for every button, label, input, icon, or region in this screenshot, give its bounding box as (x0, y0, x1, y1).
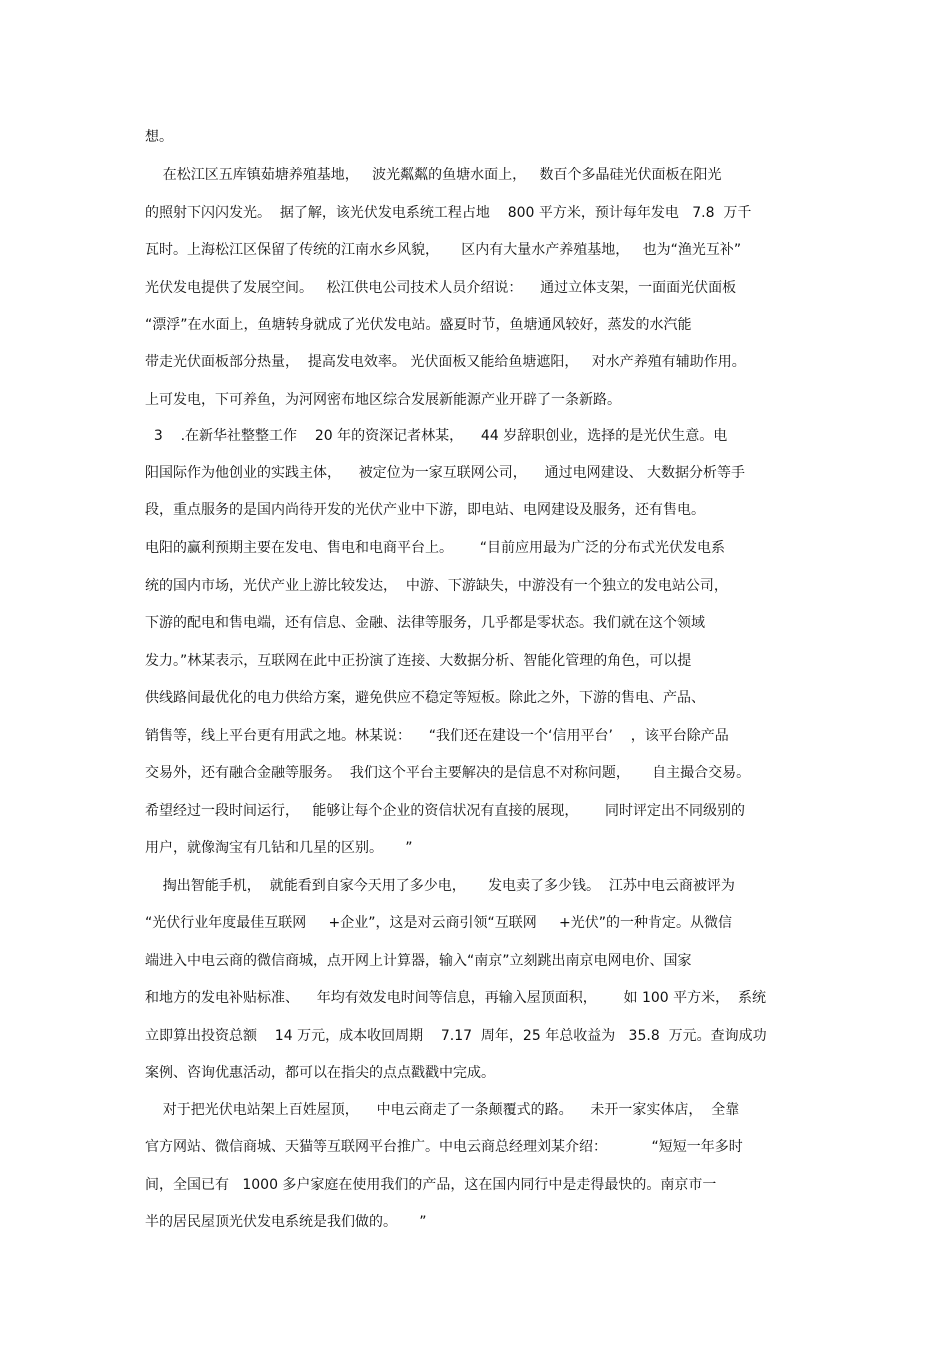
text-line: 和地方的发电补贴标准、 年均有效发电时间等信息，再输入屋顶面积， 如 100 平方米， 系统 (145, 990, 767, 1006)
text-line: 发力。”林某表示，互联网在此中正扮演了连接、大数据分析、智能化管理的角色，可以提 (145, 653, 692, 669)
text-line: 立即算出投资总额 14 万元，成本收回周期 7.17 周年，25 年总收益为 35.8 万元。查询成功 (145, 1028, 767, 1044)
text-line: 案例、咨询优惠活动，都可以在指尖的点点戳戳中完成。 (145, 1065, 495, 1081)
text-line: 官方网站、微信商城、天猫等互联网平台推广。中电云商总经理刘某介绍： “短短一年多时 (145, 1139, 743, 1155)
text-line: 下游的配电和售电端，还有信息、金融、法律等服务，几乎都是零状态。我们就在这个领域 (145, 615, 705, 631)
text-line: 段，重点服务的是国内尚待开发的光伏产业中下游，即电站、电网建设及服务，还有售电。 (145, 502, 705, 518)
text-line: 带走光伏面板部分热量， 提高发电效率。 光伏面板又能给鱼塘遮阳， 对水产养殖有辅助作用。 (145, 354, 746, 370)
text-line: 在松江区五库镇茹塘养殖基地， 波光粼粼的鱼塘水面上， 数百个多晶硅光伏面板在阳光 (145, 167, 722, 183)
text-line: 销售等，线上平台更有用武之地。林某说： “我们还在建设一个‘信用平台’ ，该平台除产品 (145, 728, 729, 744)
text-line: 的照射下闪闪发光。 据了解，该光伏发电系统工程占地 800 平方米，预计每年发电 7.8 万千 (145, 205, 752, 221)
text-line: 光伏发电提供了发展空间。 松江供电公司技术人员介绍说： 通过立体支架，一面面光伏面板 (145, 280, 737, 296)
text-line: 用户，就像淘宝有几钻和几星的区别。 ” (145, 840, 413, 856)
text-line: 瓦时。上海松江区保留了传统的江南水乡风貌， 区内有大量水产养殖基地， 也为“渔光互补” (145, 242, 742, 258)
text-line: 端进入中电云商的微信商城，点开网上计算器，输入“南京”立刻跳出南京电网电价、国家 (145, 953, 692, 969)
text-line: 希望经过一段时间运行， 能够让每个企业的资信状况有直接的展现， 同时评定出不同级别的 (145, 803, 746, 819)
text-line: 交易外，还有融合金融等服务。 我们这个平台主要解决的是信息不对称问题， 自主撮合交易。 (145, 765, 751, 781)
text-line: 对于把光伏电站架上百姓屋顶， 中电云商走了一条颠覆式的路。 未开一家实体店， 全靠 (145, 1102, 740, 1118)
text-line: 3 .在新华社整整工作 20 年的资深记者林某， 44 岁辞职创业，选择的是光伏生意。电 (145, 428, 728, 444)
text-line: 阳国际作为他创业的实践主体， 被定位为一家互联网公司， 通过电网建设、 大数据分析等手 (145, 465, 746, 481)
text-line: 上可发电，下可养鱼，为河网密布地区综合发展新能源产业开辟了一条新路。 (145, 392, 621, 408)
text-line: 间，全国已有 1000 多户家庭在使用我们的产品，这在国内同行中是走得最快的。南京市一 (145, 1177, 717, 1193)
text-line: “漂浮”在水面上，鱼塘转身就成了光伏发电站。盛夏时节，鱼塘通风较好，蒸发的水汽能 (145, 317, 692, 333)
text-line: 电阳的赢利预期主要在发电、售电和电商平台上。 “目前应用最为广泛的分布式光伏发电系 (145, 540, 725, 556)
text-line: 统的国内市场，光伏产业上游比较发达， 中游、下游缺失，中游没有一个独立的发电站公司， (145, 578, 728, 594)
text-line: 掏出智能手机， 就能看到自家今天用了多少电， 发电卖了多少钱。 江苏中电云商被评为 (145, 878, 735, 894)
text-line: “光伏行业年度最佳互联网 +企业”，这是对云商引领“互联网 +光伏”的一种肯定。从微信 (145, 915, 732, 931)
text-line: 半的居民屋顶光伏发电系统是我们做的。 ” (145, 1214, 427, 1230)
text-line: 想。 (145, 129, 173, 145)
text-line: 供线路间最优化的电力供给方案，避免供应不稳定等短板。除此之外，下游的售电、产品、 (145, 690, 705, 706)
